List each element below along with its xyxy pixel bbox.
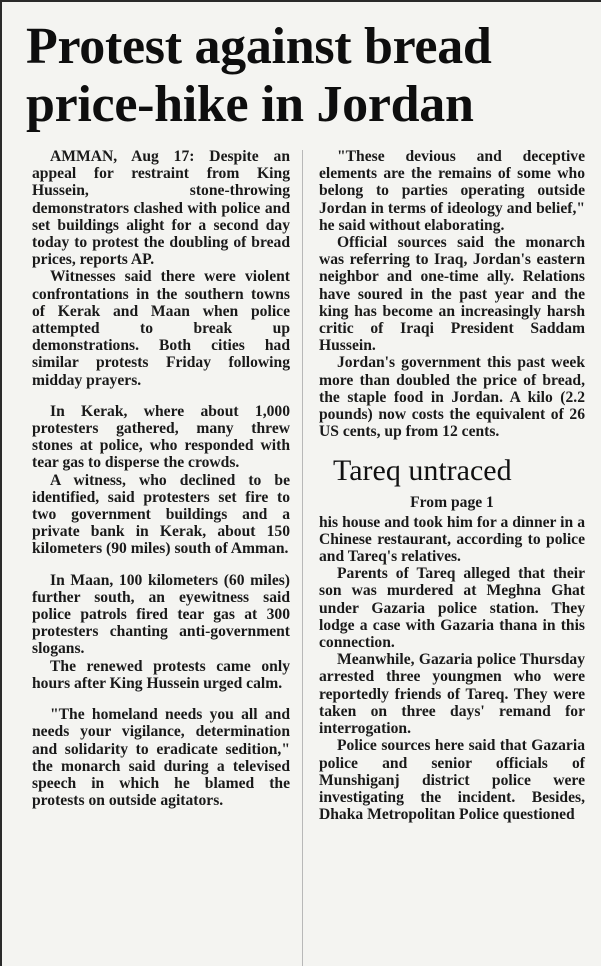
article-paragraph: Meanwhile, Gazaria police Thursday arrested three youngmen who were reportedly friends of Tareq. They were taken on three days' remand for interrogation. [319, 651, 585, 738]
article-paragraph: Witnesses said there were violent confrontations in the southern towns of Kerak and Maan when police attempted to break up demonstrations. Both cities had similar protests Friday following midday prayers. [32, 268, 290, 389]
article-paragraph: In Kerak, where about 1,000 protesters gathered, many threw stones at police, who responded with tear gas to disperse the crowds. [32, 402, 290, 472]
article-paragraph: "These devious and deceptive elements are the remains of some who belong to parties operating outside Jordan in terms of ideology and belief," he said without elaborating. [319, 148, 585, 234]
article-paragraph: Official sources said the monarch was referring to Iraq, Jordan's eastern neighbor and one-time ally. Relations have soured in the past year and the king has become an increasingly harsh critic of Iraqi President Saddam Hussein. [319, 234, 585, 355]
article-paragraph: The renewed protests came only hours after King Hussein urged calm. [32, 657, 290, 692]
article-column-right [319, 148, 585, 823]
article-paragraph: "The homeland needs you all and needs your vigilance, determination and solidarity to eradicate sedition," the monarch said during a televised speech in which he blamed the protests on outside agitators. [32, 706, 290, 810]
article-paragraph: In Maan, 100 kilometers (60 miles) further south, an eyewitness said police patrols fired tear gas at 300 protesters chanting anti-government slogans. [32, 571, 290, 658]
article-headline: Protest against bread price-hike in Jordan [26, 18, 492, 133]
column-divider [302, 150, 303, 966]
second-article-headline: Tareq untraced [333, 454, 512, 488]
article-column-left [32, 148, 290, 809]
article-paragraph: AMMAN, Aug 17: Despite an appeal for restraint from King Hussein, stone-throwing demonstrators clashed with police and set buildings alight for a second day today to protest the doubling of bread prices, reports AP. [32, 148, 290, 269]
continuation-line: From page 1 [410, 494, 494, 512]
article-paragraph: Parents of Tareq alleged that their son was murdered at Meghna Ghat under Gazaria police station. They lodge a case with Gazaria thana in this connection. [319, 565, 585, 652]
article-paragraph: A witness, who declined to be identified, said protesters set fire to two government buildings and a private bank in Kerak, about 150 kilometers (90 miles) south of Amman. [32, 471, 290, 558]
article-paragraph: Jordan's government this past week more than doubled the price of bread, the staple food in Jordan. A kilo (2.2 pounds) now costs the equivalent of 26 US cents, up from 12 cents. [319, 354, 585, 441]
article-paragraph: his house and took him for a dinner in a Chinese restaurant, according to police and Tareq's relatives. [319, 513, 585, 566]
article-paragraph: Police sources here said that Gazaria police and senior officials of Munshiganj district police were investigating the incident. Besides, Dhaka Metropolitan Police questioned [319, 737, 585, 824]
